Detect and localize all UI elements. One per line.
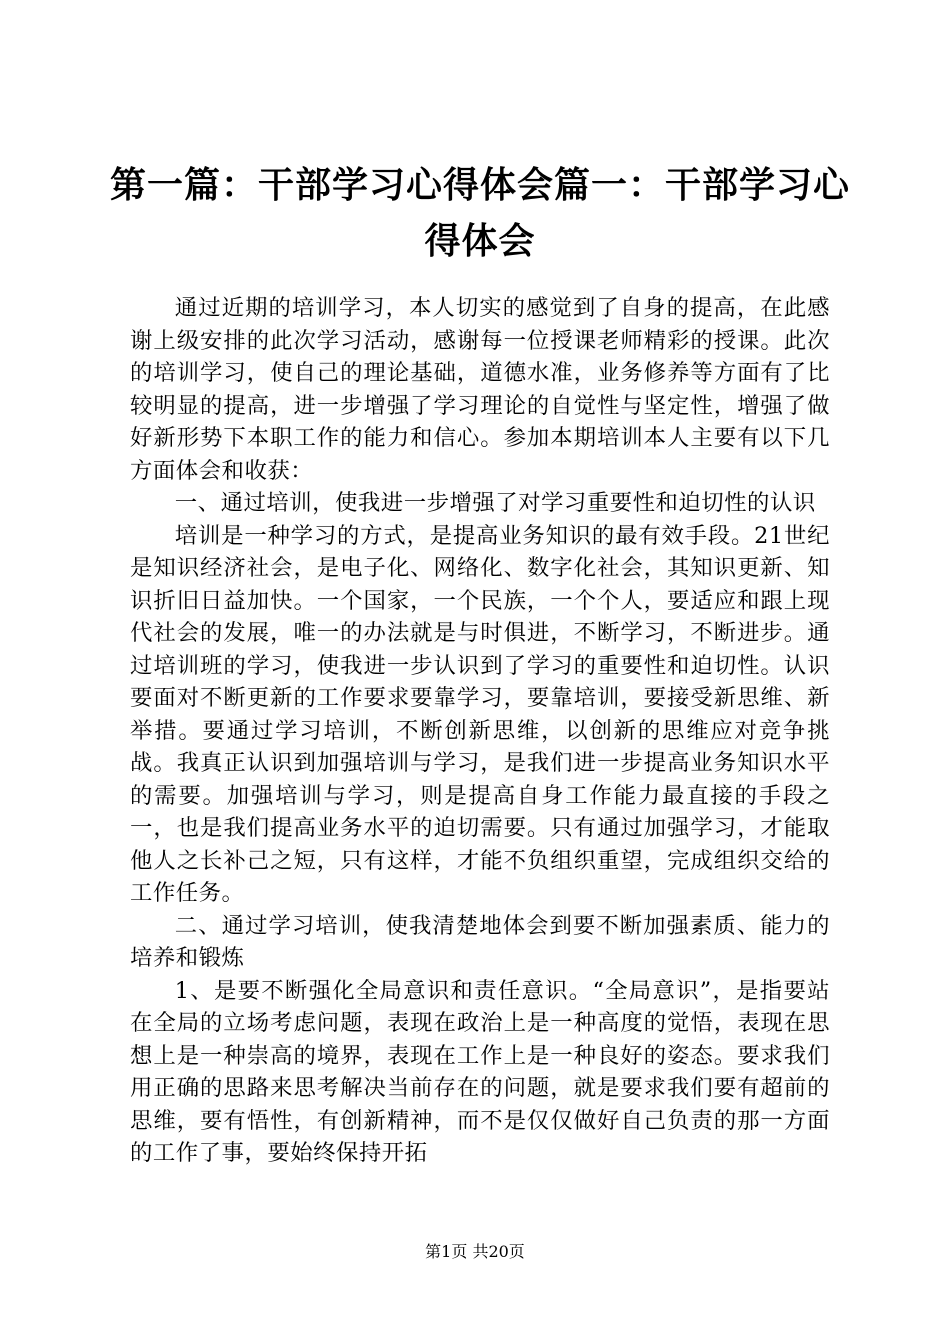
section-heading-2: 二、通过学习培训，使我清楚地体会到要不断加强素质、能力的培养和锻炼 xyxy=(130,912,830,971)
document-title: 第一篇：干部学习心得体会篇一：干部学习心得体会 xyxy=(110,165,851,262)
paragraph-section-2-item-1: 1、是要不断强化全局意识和责任意识。“全局意识”，是指要站在全局的立场考虑问题，表现在政治上是一种高度的觉悟，表现在思想上是一种崇高的境界，表现在工作上是一种良好的姿态。要求我们用正确的思路来思考解决当前存在的问题，就是要求我们要有超前的思维，要有悟性，有创新精神，而不是仅仅做好自己负责的那一方面的工作了事，要始终保持开拓 xyxy=(130,977,830,1166)
page-number-footer: 第1页 共20页 xyxy=(425,1242,525,1261)
paragraph-section-1: 培训是一种学习的方式，是提高业务知识的最有效手段。21世纪是知识经济社会，是电子化、网络化、数字化社会，其知识更新、知识折旧日益加快。一个国家，一个民族，一个个人，要适应和跟上现代社会的发展，唯一的办法就是与时俱进，不断学习，不断进步。通过培训班的学习，使我进一步认识到了学习的重要性和迫切性。认识要面对不断更新的工作要求要靠学习，要靠培训，要接受新思维、新举措。要通过学习培训，不断创新思维，以创新的思维应对竞争挑战。我真正认识到加强培训与学习，是我们进一步提高业务知识水平的需要。加强培训与学习，则是提高自身工作能力最直接的手段之一，也是我们提高业务水平的迫切需要。只有通过加强学习，才能取他人之长补己之短，只有这样，才能不负组织重望，完成组织交给的工作任务。 xyxy=(130,522,830,906)
section-heading-1: 一、通过培训，使我进一步增强了对学习重要性和迫切性的认识 xyxy=(174,490,816,516)
document-body xyxy=(130,292,830,1170)
paragraph-intro: 通过近期的培训学习，本人切实的感觉到了自身的提高，在此感谢上级安排的此次学习活动，感谢每一位授课老师精彩的授课。此次的培训学习，使自己的理论基础，道德水准，业务修养等方面有了比较明显的提高，进一步增强了学习理论的自觉性与坚定性，增强了做好新形势下本职工作的能力和信心。参加本期培训本人主要有以下几方面体会和收获： xyxy=(130,295,830,484)
